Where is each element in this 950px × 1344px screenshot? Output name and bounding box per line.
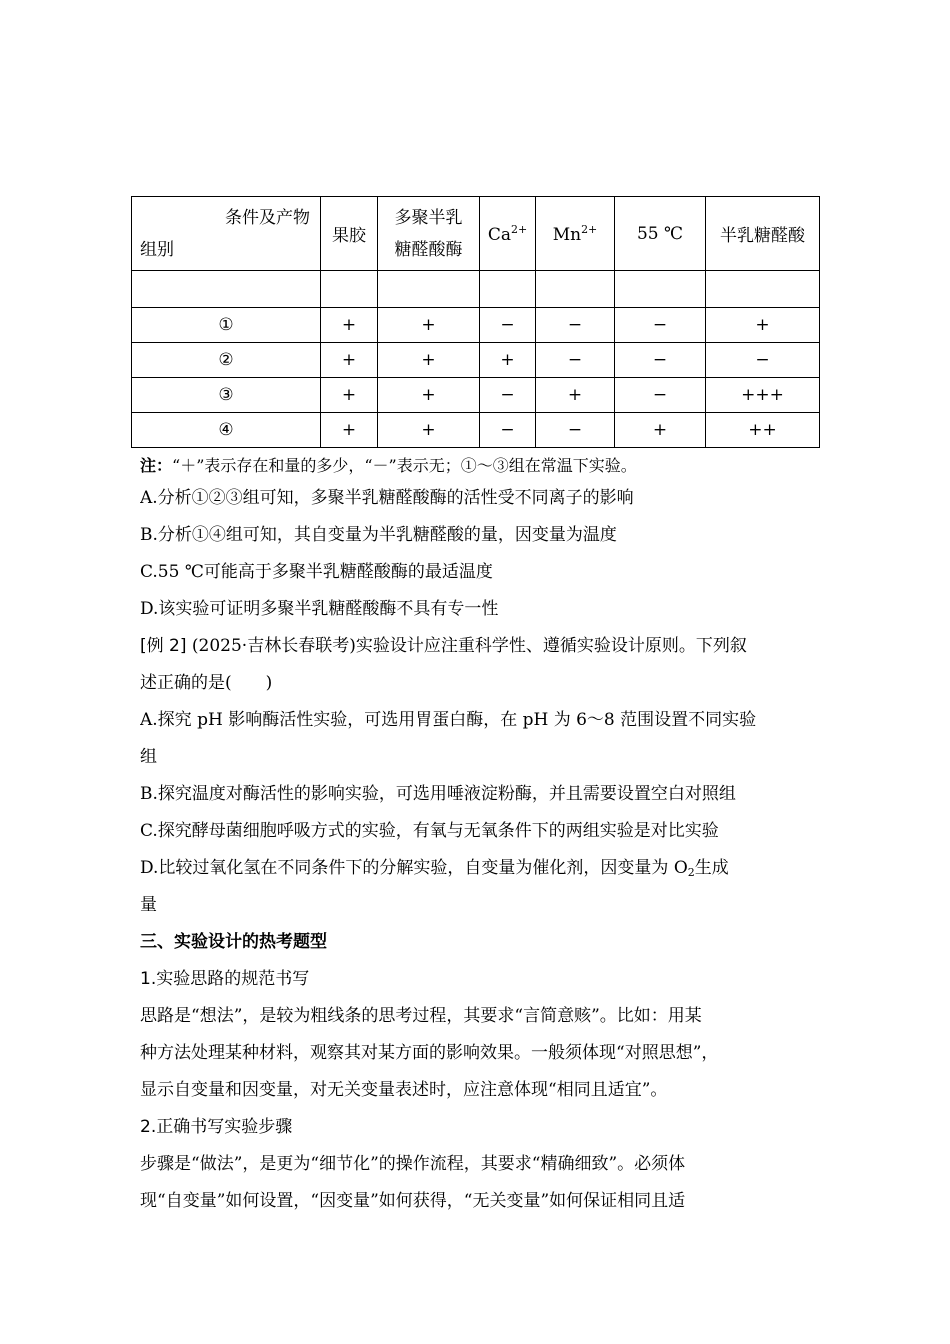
temperature-cell: − — [615, 308, 706, 343]
empty-cell — [536, 271, 615, 308]
header-calcium — [480, 197, 536, 271]
calcium-cell: − — [480, 378, 536, 413]
pectin-cell: + — [321, 378, 378, 413]
enzyme-cell: + — [378, 378, 480, 413]
header-temperature: 55 ℃ — [615, 197, 706, 271]
empty-cell — [615, 271, 706, 308]
group-cell: ④ — [132, 413, 321, 448]
manganese-cell: − — [536, 308, 615, 343]
ex2-stem-line2: 述正确的是( ) — [140, 673, 273, 693]
table-row — [132, 343, 820, 378]
header-enzyme — [378, 197, 480, 271]
ex2-option-d-line2: 量 — [140, 895, 157, 915]
calcium-cell: + — [480, 343, 536, 378]
manganese-cell: − — [536, 413, 615, 448]
product-cell: ++ — [706, 413, 820, 448]
manganese-cell: + — [536, 378, 615, 413]
ex2-label: [例 2] — [140, 636, 187, 656]
ex1-option-a: A.分析①②③组可知，多聚半乳糖醛酸酶的活性受不同离子的影响 — [140, 488, 634, 508]
pectin-cell: + — [321, 343, 378, 378]
subsection-1-para-line1: 思路是“想法”，是较为粗线条的思考过程，其要求“言简意赅”。比如：用某 — [140, 1006, 702, 1026]
ex2-option-a-line1: A.探究 pH 影响酶活性实验，可选用胃蛋白酶，在 pH 为 6～8 范围设置不同实验 — [140, 710, 757, 730]
manganese-cell: − — [536, 343, 615, 378]
calcium-cell: − — [480, 413, 536, 448]
pectin-cell: + — [321, 413, 378, 448]
subsection-2-title: 2.正确书写实验步骤 — [140, 1117, 293, 1137]
group-cell: ③ — [132, 378, 321, 413]
section-title: 三、实验设计的热考题型 — [140, 932, 327, 952]
enzyme-cell: + — [378, 343, 480, 378]
product-cell: − — [706, 343, 820, 378]
table-row — [132, 308, 820, 343]
ex2-option-d-text: D.比较过氧化氢在不同条件下的分解实验，自变量为催化剂，因变量为 O — [140, 858, 688, 878]
product-cell: +++ — [706, 378, 820, 413]
main-text — [140, 480, 820, 1220]
temperature-cell: + — [615, 413, 706, 448]
header-manganese-symbol: Mn — [552, 224, 582, 245]
subsection-2-para-line2: 现“自变量”如何设置，“因变量”如何获得，“无关变量”如何保证相同且适 — [140, 1191, 686, 1211]
subsection-1-para-line2: 种方法处理某种材料，观察其对某方面的影响效果。一般须体现“对照思想”， — [140, 1043, 719, 1063]
group-cell: ① — [132, 308, 321, 343]
table-row — [132, 378, 820, 413]
header-group: 组别 — [140, 240, 174, 260]
header-product: 半乳糖醛酸 — [706, 197, 820, 271]
pectin-cell: + — [321, 308, 378, 343]
experiment-table — [131, 196, 820, 448]
enzyme-cell: + — [378, 413, 480, 448]
header-enzyme-line1: 多聚半乳 — [394, 207, 463, 228]
enzyme-cell: + — [378, 308, 480, 343]
subsection-1-title: 1.实验思路的规范书写 — [140, 969, 310, 989]
empty-cell — [132, 271, 321, 308]
header-calcium-charge: 2+ — [510, 222, 528, 236]
ex2-stem-line1 — [140, 628, 820, 665]
note-label: 注： — [140, 456, 173, 475]
note-text: “＋”表示存在和量的多少，“－”表示无；①～③组在常温下实验。 — [172, 456, 637, 475]
header-manganese-charge: 2+ — [581, 222, 598, 236]
ex2-source: (2025·吉林长春联考) — [186, 636, 356, 656]
diagonal-header-cell — [132, 197, 321, 271]
empty-cell — [480, 271, 536, 308]
header-conditions-products: 条件及产物 — [225, 208, 310, 228]
subsection-1-para-line3: 显示自变量和因变量，对无关变量表述时，应注意体现“相同且适宜”。 — [140, 1080, 668, 1100]
ex2-stem-text: 实验设计应注重科学性、遵循实验设计原则。下列叙 — [355, 636, 747, 656]
ex1-option-c: C.55 ℃可能高于多聚半乳糖醛酸酶的最适温度 — [140, 562, 493, 582]
empty-cell — [706, 271, 820, 308]
temperature-cell: − — [615, 378, 706, 413]
product-cell: + — [706, 308, 820, 343]
header-enzyme-line2: 糖醛酸酶 — [394, 239, 463, 260]
ex1-option-d: D.该实验可证明多聚半乳糖醛酸酶不具有专一性 — [140, 599, 499, 619]
ex2-option-d-tail: 生成 — [694, 858, 729, 878]
ex2-option-b: B.探究温度对酶活性的影响实验，可选用唾液淀粉酶，并且需要设置空白对照组 — [140, 784, 736, 804]
ex2-option-a-line2: 组 — [140, 747, 157, 767]
ex2-option-c: C.探究酵母菌细胞呼吸方式的实验，有氧与无氧条件下的两组实验是对比实验 — [140, 821, 719, 841]
table-note — [140, 451, 637, 481]
empty-cell — [378, 271, 480, 308]
ex1-option-b: B.分析①④组可知，其自变量为半乳糖醛酸的量，因变量为温度 — [140, 525, 617, 545]
table-header-row — [132, 197, 820, 271]
header-calcium-symbol: Ca — [487, 224, 511, 245]
empty-cell — [321, 271, 378, 308]
subsection-2-para-line1: 步骤是“做法”，是更为“细节化”的操作流程，其要求“精确细致”。必须体 — [140, 1154, 686, 1174]
oxygen-subscript: 2 — [687, 866, 695, 879]
temperature-cell: − — [615, 343, 706, 378]
table-empty-row — [132, 271, 820, 308]
table-row — [132, 413, 820, 448]
calcium-cell: − — [480, 308, 536, 343]
header-pectin: 果胶 — [321, 197, 378, 271]
group-cell: ② — [132, 343, 321, 378]
ex2-option-d-line1 — [140, 850, 820, 887]
header-manganese — [536, 197, 615, 271]
